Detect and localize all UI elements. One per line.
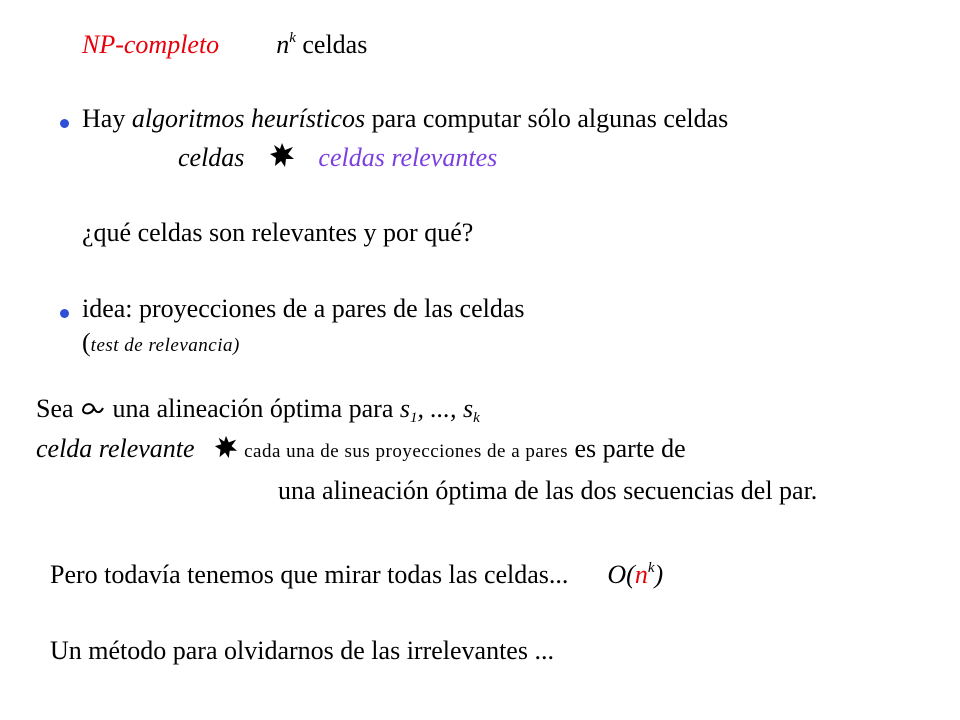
test-relevancia: test de relevancia) (90, 335, 240, 356)
question-line: ¿qué celdas son relevantes y por qué? (82, 218, 474, 247)
sk-var: s (463, 394, 474, 423)
celdas-left: celdas (178, 143, 245, 172)
bullet-dot-icon (60, 309, 69, 318)
bullet-dot-icon (60, 119, 69, 128)
last-line: Un método para olvidarnos de las irrelevantes ... (50, 636, 554, 665)
n-var: n (276, 30, 290, 59)
sea-dots: , ..., (417, 394, 463, 423)
celdas-relevantes: celdas relevantes (318, 143, 498, 172)
relevant-cell-line (36, 434, 686, 467)
heuristics-post: para computar sólo algunas celdas (365, 104, 729, 133)
heuristics-line (82, 104, 728, 134)
sea-post: una alineación óptima para (112, 394, 394, 423)
idea-line: idea: proyecciones de a pares de las celdas (82, 294, 525, 323)
s1-var: s (399, 394, 410, 423)
big-o-open: O( (607, 560, 635, 589)
implies-arrow-icon (269, 142, 295, 168)
s1-sub: 1 (410, 410, 418, 426)
part-of-text: es parte de (567, 434, 686, 463)
projections-text: cada una de sus proyecciones de a pares (244, 441, 568, 462)
big-o-k: k (647, 560, 655, 576)
pero-line (50, 560, 663, 590)
np-complete-label: NP-completo (82, 30, 220, 59)
test-line (82, 328, 240, 361)
implies-arrow-icon (214, 435, 238, 459)
k-exponent: k (289, 30, 296, 46)
np-complete-line (82, 30, 367, 60)
heuristics-pre: Hay (82, 104, 132, 133)
sea-line (36, 394, 480, 424)
implication-line (178, 142, 497, 173)
relevant-cell-line-2: una alineación óptima de las dos secuencias del par. (278, 476, 818, 505)
celdas-label: celdas (302, 30, 368, 59)
big-o-close: ) (654, 560, 664, 589)
sea-label: Sea (36, 394, 74, 423)
big-o-n: n (634, 560, 648, 589)
paren-open: ( (82, 328, 91, 357)
heuristics-emphasis: algoritmos heurísticos (131, 104, 366, 133)
alpha-icon (80, 397, 106, 419)
pero-text: Pero todavía tenemos que mirar todas las celdas... (50, 560, 569, 589)
sk-sub: k (473, 410, 480, 426)
relevant-cell-label: celda relevante (36, 434, 195, 463)
